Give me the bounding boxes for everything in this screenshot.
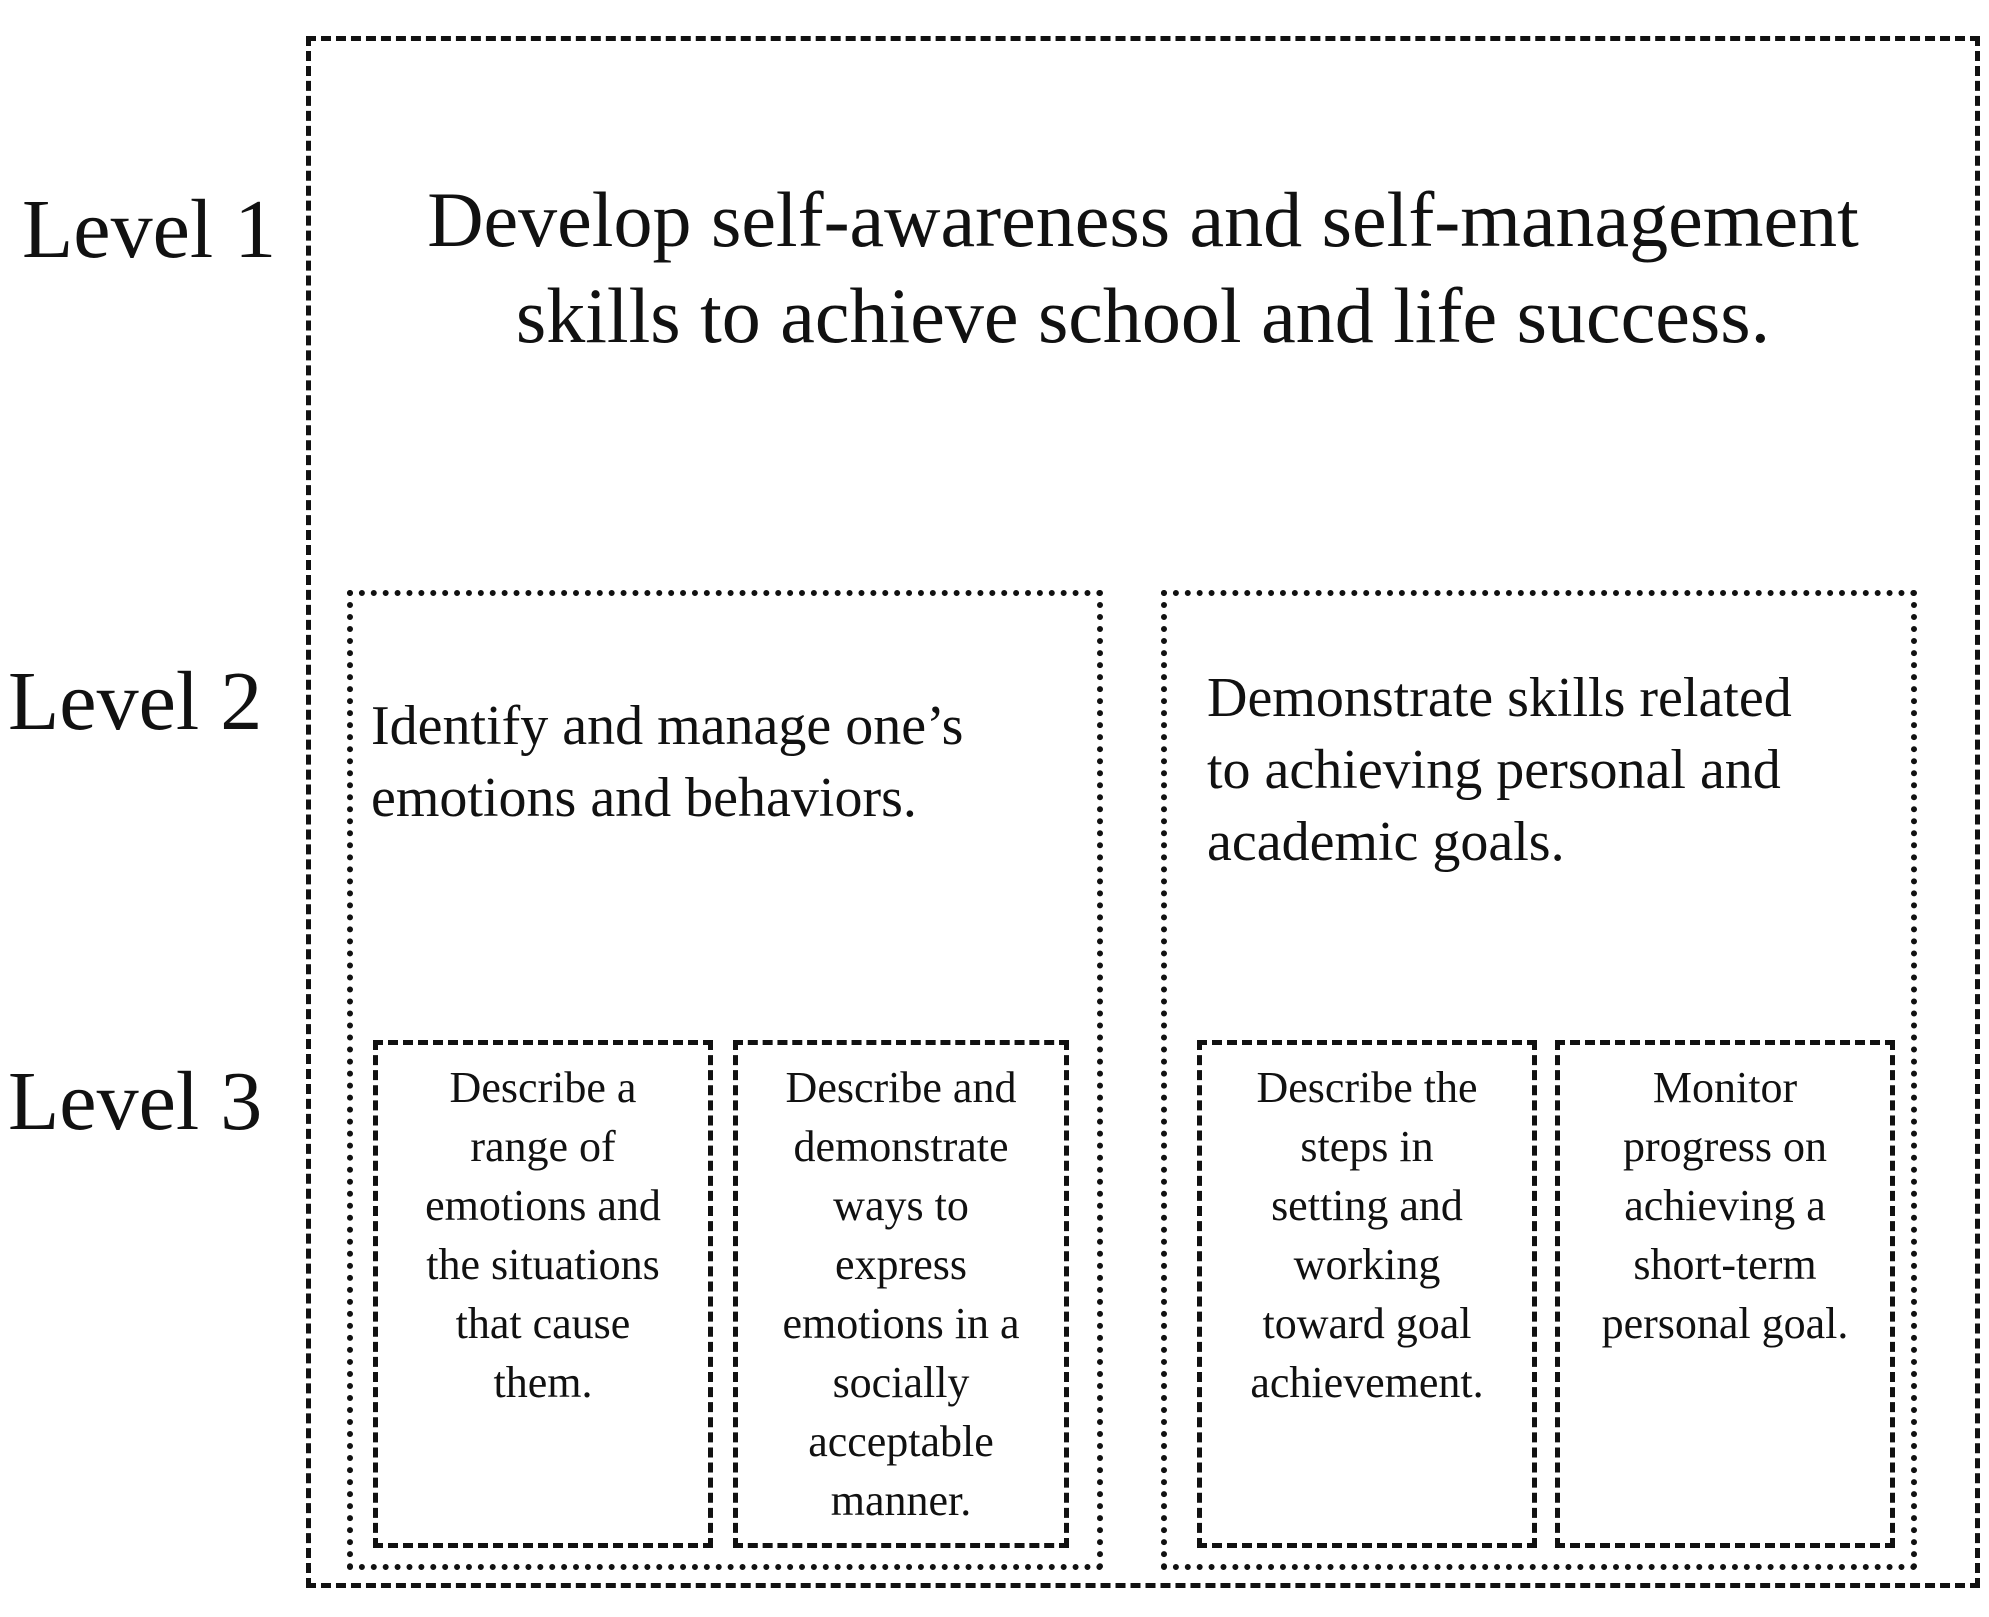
level-3-label: Level 3 [8,1055,263,1148]
level-3-benchmark-text-1: Describe a range of emotions and the situations that cause them. [425,1063,661,1407]
level-3-benchmark-text-2: Describe and demonstrate ways to express emotions in a socially acceptable manner. [782,1063,1020,1525]
level-2-label: Level 2 [8,655,263,748]
level-1-goal-text: Develop self-awareness and self-management skills to achieve school and life success. [427,176,1859,359]
level-3-benchmark-text-4: Monitor progress on achieving a short-term personal goal. [1601,1063,1849,1348]
level-1-label: Level 1 [22,183,277,276]
level-2-standard-text-left: Identify and manage one’s emotions and behaviors. [371,695,964,829]
level-3-benchmark-text-3: Describe the steps in setting and working toward goal achievement. [1250,1063,1484,1407]
level-2-standard-text-right: Demonstrate skills related to achieving personal and academic goals. [1207,667,1792,873]
